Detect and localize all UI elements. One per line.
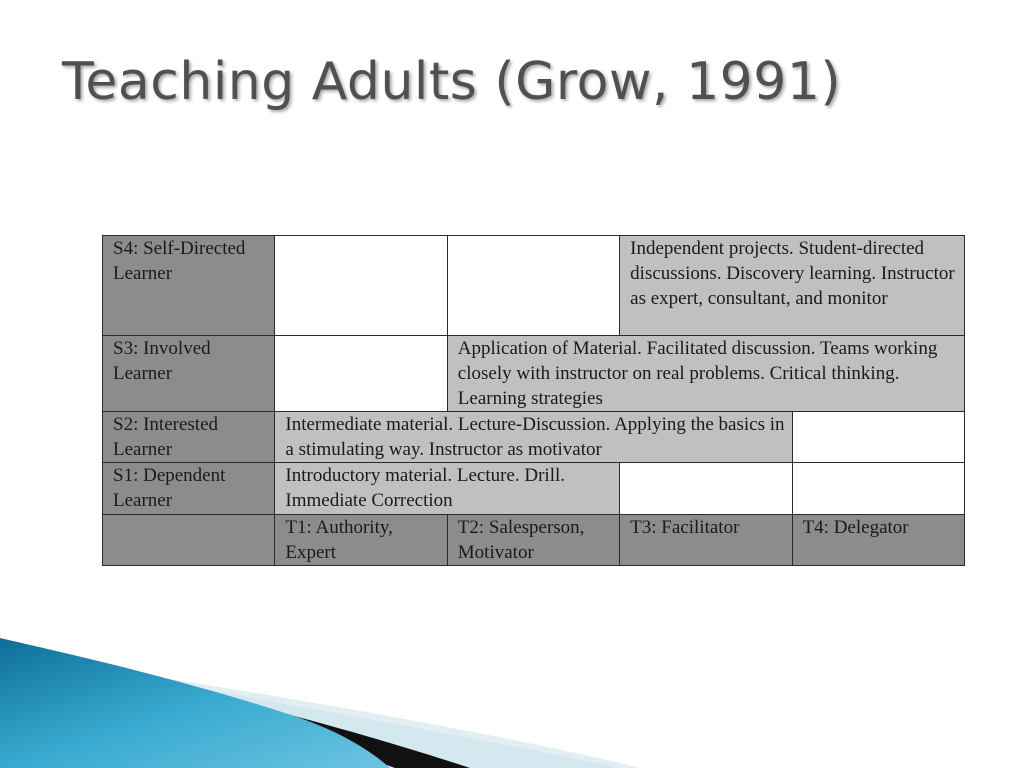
slide-title: Teaching Adults (Grow, 1991) xyxy=(62,52,842,112)
s3-t2-t4-cell: Application of Material. Facilitated discussion. Teams working closely with instructor on real problems. Critical thinking. Learning strategies xyxy=(447,336,964,412)
s4-t4-cell: Independent projects. Student-directed discussions. Discovery learning. Instructor as expert, consultant, and monitor xyxy=(620,236,965,336)
table-row-s4 xyxy=(103,236,965,336)
table-row-s2 xyxy=(103,412,965,463)
teacher-style-t2: T2: Salesperson, Motivator xyxy=(447,515,619,566)
stage-cell-s2: S2: Interested Learner xyxy=(103,412,275,463)
teacher-style-t1: T1: Authority, Expert xyxy=(275,515,447,566)
teacher-style-t3: T3: Facilitator xyxy=(620,515,792,566)
teacher-style-t4: T4: Delegator xyxy=(792,515,964,566)
table-row-s1 xyxy=(103,463,965,515)
stage-cell-s4: S4: Self-Directed Learner xyxy=(103,236,275,336)
s1-t1-t2-cell: Introductory material. Lecture. Drill. Immediate Correction xyxy=(275,463,620,515)
empty-cell xyxy=(275,236,447,336)
empty-cell xyxy=(447,236,619,336)
decorative-wave-band xyxy=(0,638,1024,768)
wave-blue-band xyxy=(0,638,390,768)
table-row-s3 xyxy=(103,336,965,412)
table-row-teacher-styles xyxy=(103,515,965,566)
empty-cell xyxy=(275,336,447,412)
stage-cell-s1: S1: Dependent Learner xyxy=(103,463,275,515)
stage-cell-s3: S3: Involved Learner xyxy=(103,336,275,412)
empty-cell xyxy=(792,412,964,463)
empty-cell xyxy=(792,463,964,515)
empty-cell xyxy=(620,463,792,515)
corner-cell xyxy=(103,515,275,566)
s2-t1-t3-cell: Intermediate material. Lecture-Discussion. Applying the basics in a stimulating way. Instructor as motivator xyxy=(275,412,792,463)
staged-self-directed-learning-table xyxy=(102,235,965,566)
